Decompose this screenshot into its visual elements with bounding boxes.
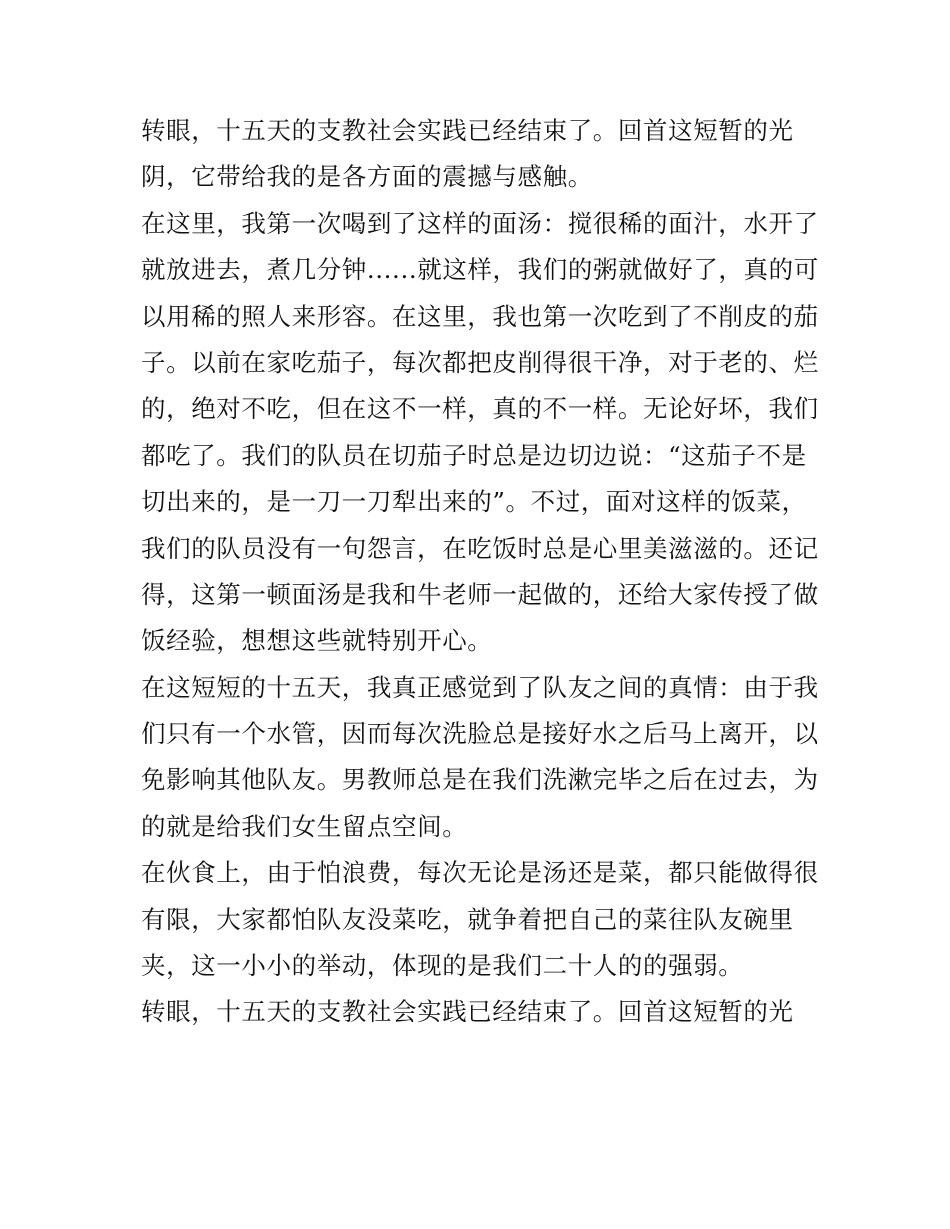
text-line: 在这短短的十五天，我真正感觉到了队友之间的真情：由于我: [141, 672, 819, 702]
text-line: 我们的队员没有一句怨言，在吃饭时总是心里美滋滋的。还记: [141, 533, 819, 563]
text-line: 转眼，十五天的支教社会实践已经结束了。回首这短暂的光: [141, 116, 794, 145]
text-line: 们只有一个水管，因而每次洗脸总是接好水之后马上离开，以: [141, 719, 819, 749]
text-line: 以用稀的照人来形容。在这里，我也第一次吃到了不削皮的茄: [141, 301, 819, 331]
text-line: 夹，这一小小的举动，体现的是我们二十人的的强弱。: [141, 951, 744, 981]
text-line: 子。以前在家吃茄子，每次都把皮削得很干净，对于老的、烂: [141, 347, 819, 377]
text-line: 都吃了。我们的队员在切茄子时总是边切边说：“这茄子不是: [141, 440, 807, 470]
text-line: 饭经验，想想这些就特别开心。: [141, 626, 493, 656]
text-line: 在这里，我第一次喝到了这样的面汤：搅很稀的面汁，水开了: [141, 208, 819, 238]
text-line: 就放进去，煮几分钟......就这样，我们的粥就做好了，真的可: [141, 255, 819, 285]
body-text: [141, 108, 821, 1036]
text-line: 免影响其他队友。男教师总是在我们洗漱完毕之后在过去，为: [141, 765, 819, 795]
text-line: 阴，它带给我的是各方面的震撼与感触。: [141, 162, 593, 192]
text-line: 有限，大家都怕队友没菜吃，就争着把自己的菜往队友碗里: [141, 904, 794, 934]
text-line: 的就是给我们女生留点空间。: [141, 811, 468, 841]
text-line: 转眼，十五天的支教社会实践已经结束了。回首这短暂的光: [141, 997, 794, 1027]
text-line: 在伙食上，由于怕浪费，每次无论是汤还是菜，都只能做得很: [141, 858, 819, 888]
text-line: 得，这第一顿面汤是我和牛老师一起做的，还给大家传授了做: [141, 579, 819, 609]
text-line: 的，绝对不吃，但在这不一样，真的不一样。无论好坏，我们: [141, 394, 819, 424]
text-line: 切出来的，是一刀一刀犁出来的”。不过，面对这样的饭菜，: [141, 487, 807, 517]
